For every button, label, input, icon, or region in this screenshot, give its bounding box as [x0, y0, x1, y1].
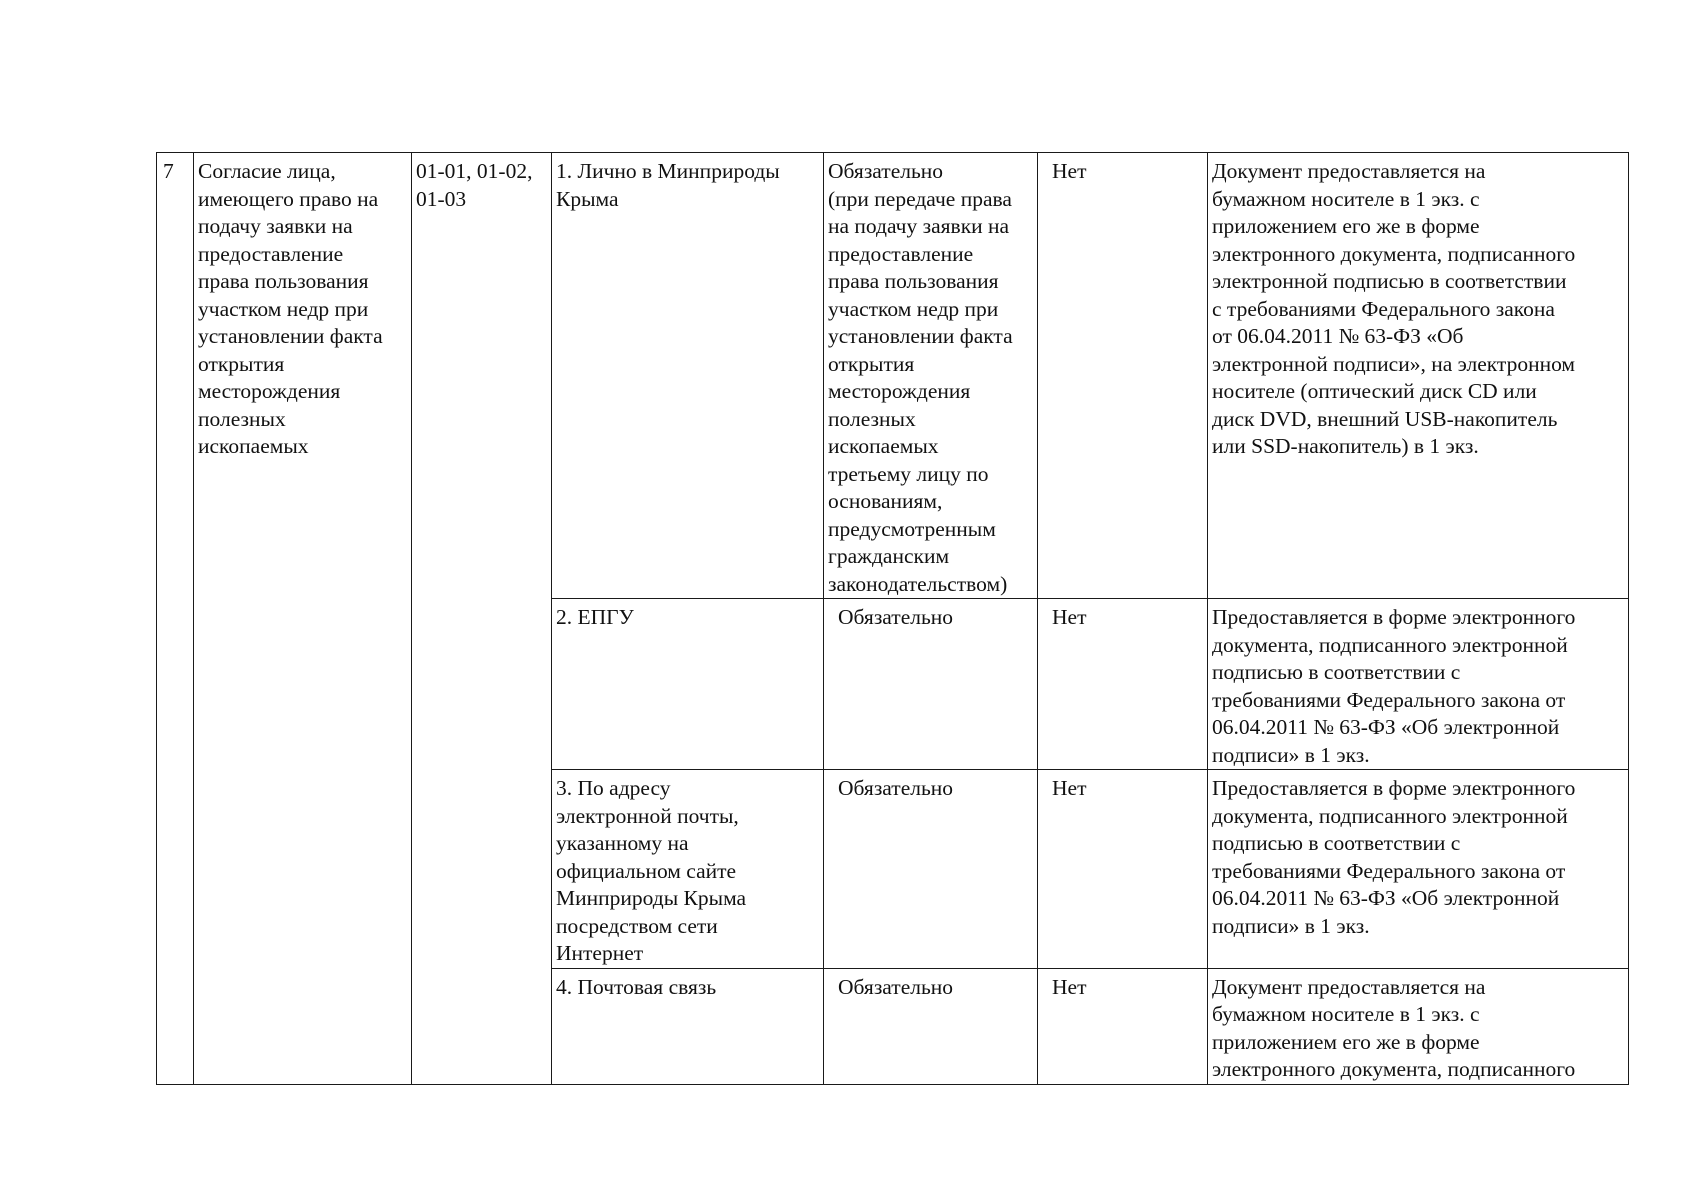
document-description: Документ предоставляется на бумажном носителе в 1 экз. с приложением его же в форме электронного документа, подписанного электронной подписью в соответствии с требованиями Федерального закона от 06.04.2011 № 63-ФЗ «Об электронной подписи», на электронном носителе (оптический диск CD или диск DVD, внешний USB-накопитель или SSD-накопитель) в 1 экз. — [1212, 159, 1576, 458]
submission-method: 2. ЕПГУ — [556, 605, 634, 629]
requirement-cell — [824, 968, 1038, 1084]
interdept-cell — [1038, 153, 1208, 599]
requirement-status: Обязательно — [838, 776, 954, 800]
interdept-flag: Нет — [1052, 974, 1087, 999]
requirement-status: Обязательно (при передаче права на подачу заявки на предоставление права пользования участком недр при установлении факта открытия месторождения полезных ископаемых третьему лицу по основаниям, предусмотренным гражданским законодательством) — [828, 159, 1013, 596]
document-description: Предоставляется в форме электронного документа, подписанного электронной подписью в соответствии с требованиями Федерального закона от 06.04.2011 № 63-ФЗ «Об электронной подписи» в 1 экз. — [1212, 605, 1576, 767]
description-cell — [1208, 770, 1629, 969]
description-cell — [1208, 153, 1629, 599]
row-number: 7 — [163, 159, 174, 183]
method-cell — [552, 968, 824, 1084]
interdept-cell — [1038, 968, 1208, 1084]
service-codes: 01-01, 01-02, 01-03 — [416, 159, 533, 211]
method-cell — [552, 153, 824, 599]
requirement-cell — [824, 770, 1038, 969]
interdept-flag: Нет — [1052, 776, 1087, 800]
requirement-status: Обязательно — [838, 605, 954, 629]
requirement-cell — [824, 599, 1038, 770]
row-number-cell — [157, 153, 194, 1085]
document-name: Согласие лица, имеющего право на подачу заявки на предоставление права пользования участком недр при установлении факта открытия месторождения полезных ископаемых — [198, 159, 383, 458]
document-name-cell — [194, 153, 412, 1085]
table-row — [157, 153, 1629, 599]
document-description: Документ предоставляется на бумажном носителе в 1 экз. с приложением его же в форме электронного документа, подписанного — [1212, 974, 1576, 1081]
interdept-cell — [1038, 599, 1208, 770]
description-cell — [1208, 968, 1629, 1084]
submission-method: 1. Лично в Минприроды Крыма — [556, 159, 780, 211]
codes-cell — [412, 153, 552, 1085]
description-cell — [1208, 599, 1629, 770]
method-cell — [552, 770, 824, 969]
interdept-cell — [1038, 770, 1208, 969]
submission-method: 4. Почтовая связь — [556, 974, 717, 999]
requirement-status: Обязательно — [838, 974, 954, 999]
document-description: Предоставляется в форме электронного документа, подписанного электронной подписью в соответствии с требованиями Федерального закона от 06.04.2011 № 63-ФЗ «Об электронной подписи» в 1 экз. — [1212, 776, 1576, 938]
interdept-flag: Нет — [1052, 159, 1087, 183]
document-requirements-table — [156, 152, 1629, 1085]
method-cell — [552, 599, 824, 770]
submission-method: 3. По адресу электронной почты, указанному на официальном сайте Минприроды Крыма посредством сети Интернет — [556, 776, 747, 965]
requirement-cell — [824, 153, 1038, 599]
interdept-flag: Нет — [1052, 605, 1087, 629]
